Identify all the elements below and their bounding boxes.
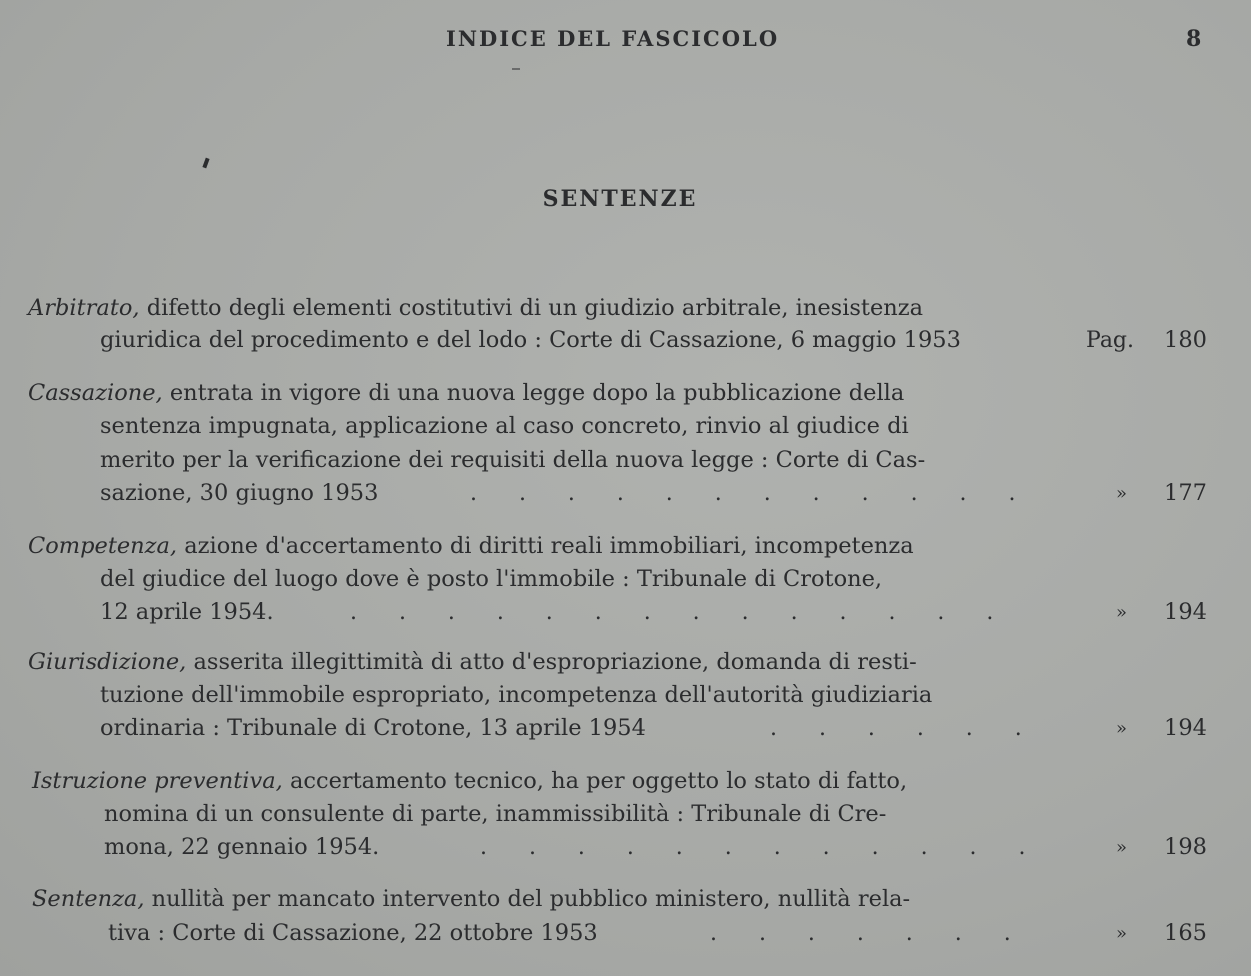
entry-term: Cassazione,	[28, 380, 163, 406]
dot-leaders: . . . . . . .	[710, 921, 1011, 946]
entry-line	[104, 798, 886, 831]
entry-line	[28, 646, 917, 679]
entry-term: Giurisdizione,	[28, 649, 187, 675]
running-title: INDICE DEL FASCICOLO	[446, 26, 780, 51]
dot-leaders: . . . . . . . . . . . .	[480, 835, 1026, 860]
ink-speck	[512, 68, 520, 70]
page-reference: 177	[1164, 480, 1207, 506]
entry-line	[100, 679, 932, 712]
dot-leaders: . . . . . . . . . . . .	[470, 481, 1016, 506]
entry-term: Istruzione preventiva,	[32, 768, 283, 794]
entry-term: Sentenza,	[32, 886, 145, 912]
entry-line	[100, 563, 882, 596]
section-title: SENTENZE	[542, 186, 698, 212]
entry-text: 12 aprile 1954.	[100, 599, 274, 625]
entry-text: sentenza impugnata, applicazione al caso concreto, rinvio al giudice di	[100, 413, 909, 439]
entry-line	[28, 530, 914, 563]
page-reference: 165	[1164, 920, 1207, 946]
page-marker: »	[1116, 483, 1128, 504]
entry-text: accertamento tecnico, ha per oggetto lo stato di fatto,	[282, 768, 908, 794]
entry-line	[100, 596, 274, 629]
page-marker: »	[1116, 718, 1128, 739]
page-marker: »	[1116, 602, 1128, 623]
entry-text: mona, 22 gennaio 1954.	[104, 834, 380, 860]
page-reference: 198	[1164, 834, 1207, 860]
dot-leaders: . . . . . . . . . . . . . .	[350, 600, 994, 625]
entry-line	[104, 831, 379, 864]
entry-line	[100, 324, 961, 357]
entry-line	[28, 292, 923, 325]
page-number: 8	[1186, 26, 1202, 52]
entry-text: azione d'accertamento di diritti reali immobiliari, incompetenza	[177, 533, 914, 559]
entry-line	[100, 712, 646, 745]
entry-text: ordinaria : Tribunale di Crotone, 13 aprile 1954	[100, 715, 646, 741]
entry-line	[100, 477, 378, 510]
entry-line	[108, 917, 598, 950]
entry-line	[100, 444, 925, 477]
entry-text: tiva : Corte di Cassazione, 22 ottobre 1953	[108, 920, 598, 946]
entry-text: nullità per mancato intervento del pubblico ministero, nullità rela-	[144, 886, 911, 912]
page-reference: 194	[1164, 599, 1207, 625]
ink-speck	[202, 158, 209, 169]
page-reference: 194	[1164, 715, 1207, 741]
entry-text: entrata in vigore di una nuova legge dopo la pubblicazione della	[162, 380, 905, 406]
page-reference: 180	[1164, 327, 1207, 353]
page-marker: »	[1116, 923, 1128, 944]
entry-text: del giudice del luogo dove è posto l'immobile : Tribunale di Crotone,	[100, 566, 883, 592]
entry-line	[28, 377, 904, 410]
page-marker: »	[1116, 837, 1128, 858]
entry-line	[100, 410, 909, 443]
entry-text: nomina di un consulente di parte, inammissibilità : Tribunale di Cre-	[104, 801, 887, 827]
entry-text: difetto degli elementi costitutivi di un giudizio arbitrale, inesistenza	[139, 295, 924, 321]
entry-line	[32, 883, 910, 916]
entry-term: Arbitrato,	[28, 295, 140, 321]
page-marker: Pag.	[1086, 328, 1135, 353]
entry-term: Competenza,	[28, 533, 178, 559]
entry-text: giuridica del procedimento e del lodo : Corte di Cassazione, 6 maggio 1953	[100, 327, 961, 353]
running-head	[0, 26, 1251, 56]
entry-text: asserita illegittimità di atto d'espropriazione, domanda di resti-	[186, 649, 917, 675]
entry-text: merito per la verificazione dei requisiti della nuova legge : Corte di Cas-	[100, 447, 926, 473]
dot-leaders: . . . . . .	[770, 716, 1022, 741]
entry-line	[32, 765, 907, 798]
entry-text: sazione, 30 giugno 1953	[100, 480, 379, 506]
entry-text: tuzione dell'immobile espropriato, incompetenza dell'autorità giudiziaria	[100, 682, 933, 708]
